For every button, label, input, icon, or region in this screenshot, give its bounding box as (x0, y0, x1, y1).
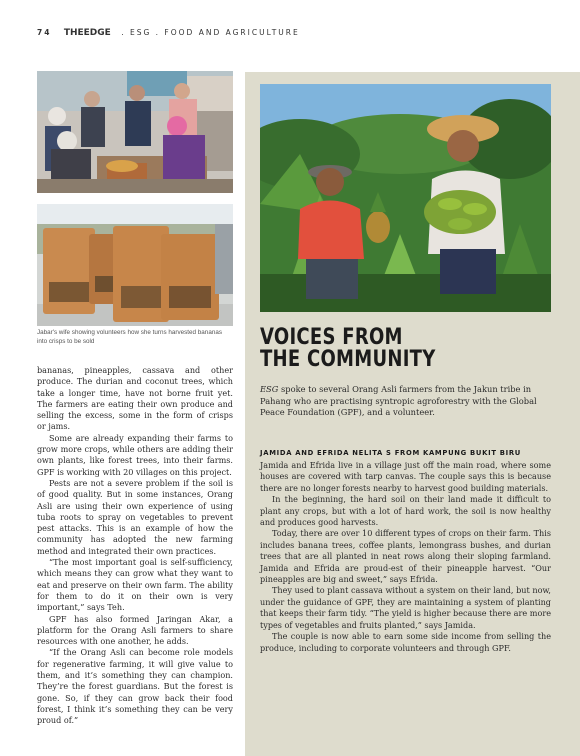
right-paragraph: They used to plant cassava without a system on their land, but now, under the guidance of GPF, they are maintaining a system of planting that keeps their farm tidy. “The yield is higher because there are more types of vegetables and fruits planted,” says Jamida. (260, 585, 551, 630)
left-paragraph: “The most important goal is self-sufficiency, which means they can grow what they want to eat and preserve on their own farm. The ability for them to do it on their own is very important,” says Teh. (37, 557, 233, 613)
volunteers-image (37, 71, 233, 193)
right-text-column (260, 460, 551, 654)
left-paragraph: Some are already expanding their farms to grow more crops, while others are adding their own plants, like forest trees, into their farms. GPF is working with 20 villages on this project. (37, 432, 233, 477)
section-label: . ESG . FOOD AND AGRICULTURE (121, 28, 300, 37)
right-paragraph: In the beginning, the hard soil on their land made it difficult to plant any crops, but with a lot of hard work, the soil is now healthy and produces good harvests. (260, 494, 551, 528)
logo-edge: EDGE (83, 28, 111, 38)
left-paragraph: GPF has also formed Jaringan Akar, a platform for the Orang Asli farmers to share resources with one another, he adds. (37, 613, 233, 647)
volunteers-photo (37, 71, 233, 193)
left-paragraph: bananas, pineapples, cassava and other produce. The durian and coconut trees, which take a longer time, have not borne fruit yet. The farmers are eating their own produce and selling the excess, some in the form of crisps or jams. (37, 365, 233, 432)
crisps-photo (37, 204, 233, 326)
logo-the: THE (63, 28, 84, 38)
left-text-column (37, 365, 233, 727)
intro-publication: ESG (260, 384, 279, 394)
publication-logo (64, 28, 111, 38)
farmers-image (260, 84, 551, 312)
farmers-photo (260, 84, 551, 312)
crisps-image (37, 204, 233, 326)
intro-text: spoke to several Orang Asli farmers from the Jakun tribe in Pahang who are practising syntropic agroforestry with the Global Peace Foundation (GPF), and a volunteer. (260, 384, 537, 418)
left-paragraph: “If the Orang Asli can become role models for regenerative farming, it will give value to them, and it’s something they can champion. They’re the forest guardians. But the forest is gone. So, if they can grow back their food forest, I think it’s something they can be very proud of.” (37, 647, 233, 726)
section-title (260, 327, 436, 371)
left-paragraph: Pests are not a severe problem if the soil is of good quality. But in some instances, Orang Asli are using their own experience of using tuba roots to spray on vegetables to prevent pest attacks. This is an example of how the community has adopted the new farming method and integrated their own practices. (37, 477, 233, 556)
page-number: 74 (37, 28, 52, 37)
right-paragraph: The couple is now able to earn some side income from selling the produce, including to corporate volunteers and through GPF. (260, 631, 551, 653)
photo-caption: Jabar's wife showing volunteers how she turns harvested bananas into crisps to be sold (37, 329, 222, 345)
title-line: THE COMMUNITY (260, 347, 436, 372)
title-line: VOICES FROM (260, 325, 403, 350)
intro-paragraph (260, 384, 550, 419)
page-header (37, 28, 300, 38)
profile-subheading: JAMIDA AND EFRIDA NELITA S FROM KAMPUNG BUKIT BIRU (260, 449, 521, 457)
right-paragraph: Today, there are over 10 different types of crops on their farm. This includes banana trees, coffee plants, lemongrass bushes, and durian trees that are all planted in neat rows along their sloping farmland. Jamida and Efrida are proud-est of their pineapple harvest. “Our pineapples are big and sweet,” says Efrida. (260, 528, 551, 585)
right-paragraph: Jamida and Efrida live in a village just off the main road, where some houses are covered with tarp canvas. The couple says this is because there are no longer forests nearby to harvest good building materials. (260, 460, 551, 493)
